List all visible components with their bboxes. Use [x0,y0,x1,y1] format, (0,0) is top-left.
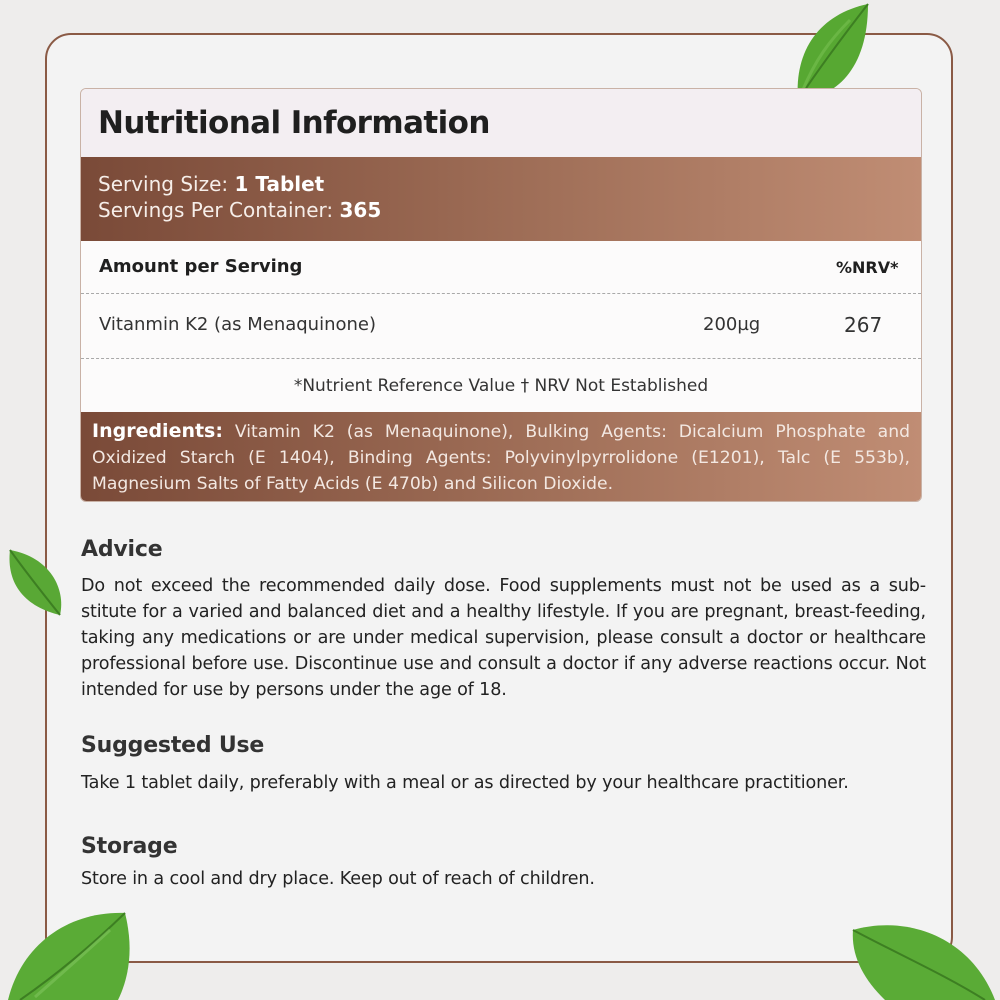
nutrition-panel [80,88,922,502]
serving-size-value: 1 Tablet [234,172,325,196]
nutrient-name: Vitanmin K2 (as Menaquinone) [99,314,377,335]
header-amount: Amount per Serving [99,256,303,277]
advice-body: Do not exceed the recommended daily dose. Food supplements must not be used as a sub-stitute for a varied and balanced diet and a healthy lifestyle. If you are pregnant, breast-feeding, taking any medications or are under medical supervision, please consult a doctor or healthcare professional before use. Discontinue use and consult a doctor if any adverse reactions occur. Not intended for use by persons under the age of 18. [81,576,926,700]
leaf-icon-bottom-left [0,905,135,1000]
serving-info [81,157,921,241]
serving-size [98,171,904,197]
suggested-use-heading: Suggested Use [81,733,265,758]
leaf-icon-bottom-right [845,915,1000,1000]
servings-per-container [98,197,904,223]
servings-per-container-value: 365 [339,198,382,222]
nutrient-amount: 200µg [703,314,761,335]
ingredients-text: Vitamin K2 (as Menaquinone), Bulking Agents: Dicalcium Phosphate and Oxidized Starch (E 1404), Binding Agents: Polyvinylpyrrolidone (E1201), Talc (E 553b), Magnesium Salts of Fatty Acids (E 470b) and Silicon Dioxide. [92,422,910,494]
nutrient-nrv: 267 [844,313,883,337]
serving-size-label: Serving Size: [98,172,229,196]
suggested-use-body: Take 1 tablet daily, preferably with a meal or as directed by your healthcare practitioner. [81,773,849,793]
table-row [81,294,921,359]
nutrition-title: Nutritional Information [81,89,921,157]
table-header [81,241,921,294]
storage-body: Store in a cool and dry place. Keep out of reach of children. [81,869,595,889]
servings-per-container-label: Servings Per Container: [98,198,334,222]
advice-section [81,537,926,703]
advice-heading: Advice [81,537,163,562]
ingredients-box [81,412,921,501]
header-nrv: %NRV* [836,258,899,277]
leaf-icon-left [0,545,70,620]
storage-section [81,834,926,892]
nrv-footnote: *Nutrient Reference Value † NRV Not Established [293,376,709,396]
suggested-use-section [81,733,926,796]
storage-heading: Storage [81,834,178,859]
ingredients-label: Ingredients: [92,420,223,442]
